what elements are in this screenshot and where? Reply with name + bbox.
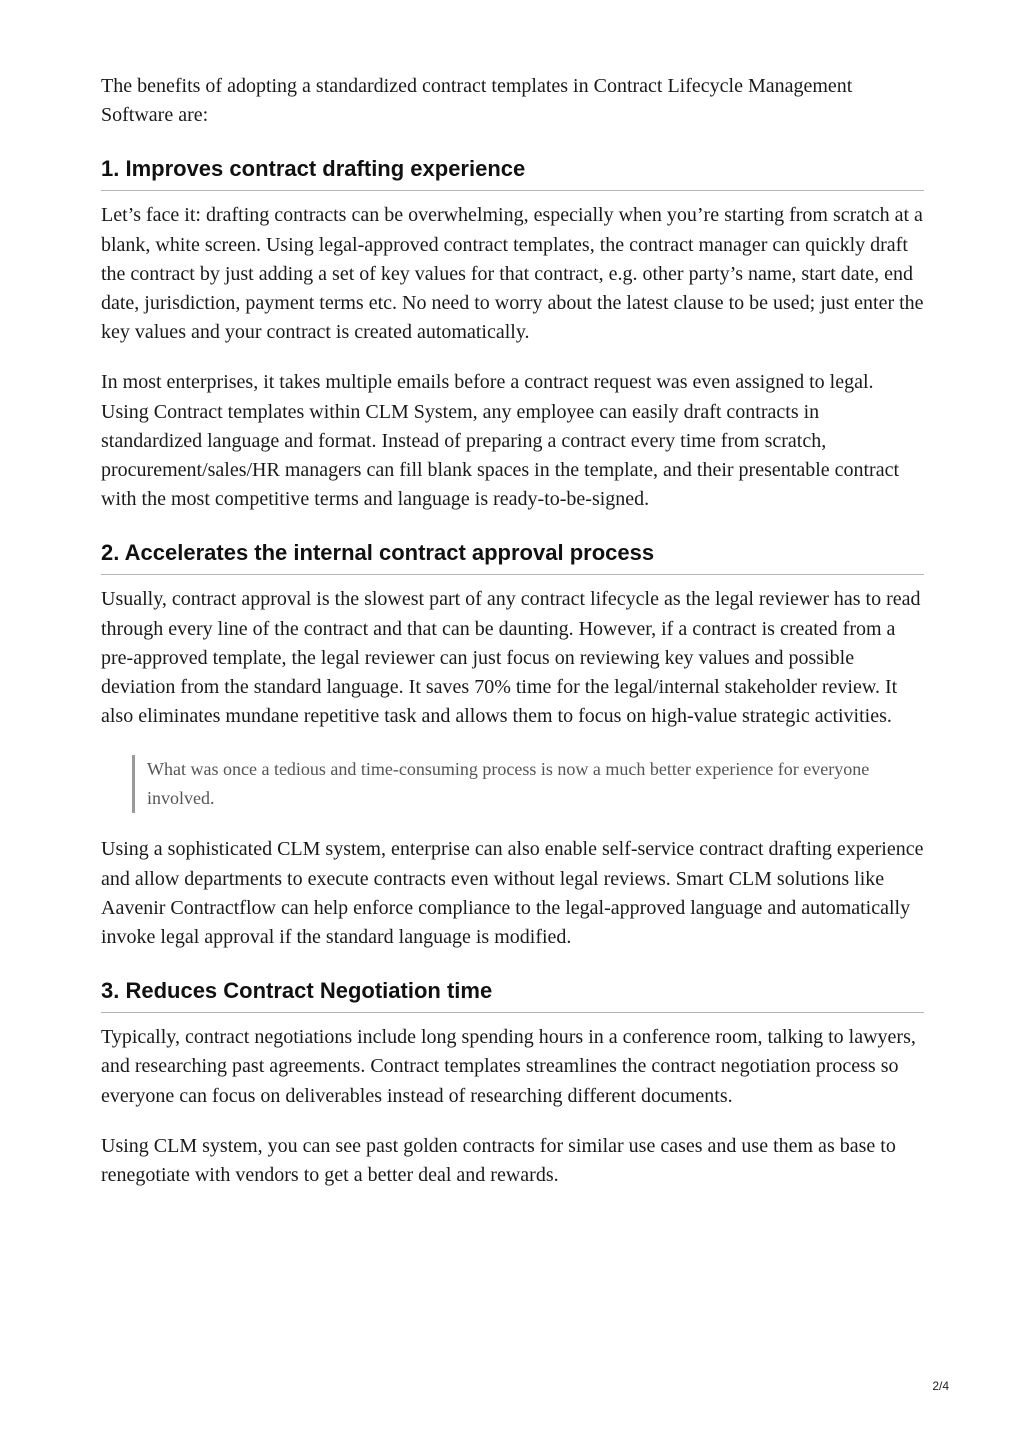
paragraph-drafting-2: In most enterprises, it takes multiple emails before a contract request was even assigned to legal. Using Contract templates within CLM System, any employee can easily draft contracts in standardized language and format. Instead of preparing a contract every time from scratch, procurement/sales/HR managers can fill blank spaces in the template, and their presentable contract with the most competitive terms and language is ready-to-be-signed. <box>101 371 900 511</box>
paragraph-approval-2: Using a sophisticated CLM system, enterprise can also enable self-service contract drafting experience and allow departments to execute contracts even without legal reviews. Smart CLM solutions like Aavenir Contractflow can help enforce compliance to the legal-approved language and automatically invoke legal approval if the standard language is modified. <box>101 838 924 949</box>
page-number: 2/4 <box>932 1379 949 1393</box>
document-page <box>101 72 924 1211</box>
paragraph-drafting-1: Let’s face it: drafting contracts can be overwhelming, especially when you’re starting from scratch at a blank, white screen. Using legal-approved contract templates, the contract manager can quickly draft the contract by just adding a set of key values for that contract, e.g. other party’s name, start date, end date, jurisdiction, payment terms etc. No need to worry about the latest clause to be used; just enter the key values and your contract is created automatically. <box>101 204 924 344</box>
section-heading-drafting: 1. Improves contract drafting experience <box>101 156 924 191</box>
section-heading-approval: 2. Accelerates the internal contract approval process <box>101 540 924 575</box>
section-heading-negotiation: 3. Reduces Contract Negotiation time <box>101 978 924 1013</box>
pull-quote: What was once a tedious and time-consuming process is now a much better experience for everyone involved. <box>132 755 924 813</box>
intro-paragraph: The benefits of adopting a standardized contract templates in Contract Lifecycle Management Software are: <box>101 75 853 127</box>
paragraph-negotiation-2: Using CLM system, you can see past golden contracts for similar use cases and use them as base to renegotiate with vendors to get a better deal and rewards. <box>101 1134 896 1187</box>
paragraph-negotiation-1: Typically, contract negotiations include long spending hours in a conference room, talking to lawyers, and researching past agreements. Contract templates streamlines the contract negotiation process so everyone can focus on deliverables instead of researching different documents. <box>101 1026 916 1107</box>
paragraph-approval-1: Usually, contract approval is the slowest part of any contract lifecycle as the legal reviewer has to read through every line of the contract and that can be daunting. However, if a contract is created from a pre-approved template, the legal reviewer can just focus on reviewing key values and possible deviation from the standard language. It saves 70% time for the legal/internal stakeholder review. It also eliminates mundane repetitive task and allows them to focus on high-value strategic activities. <box>101 588 921 728</box>
